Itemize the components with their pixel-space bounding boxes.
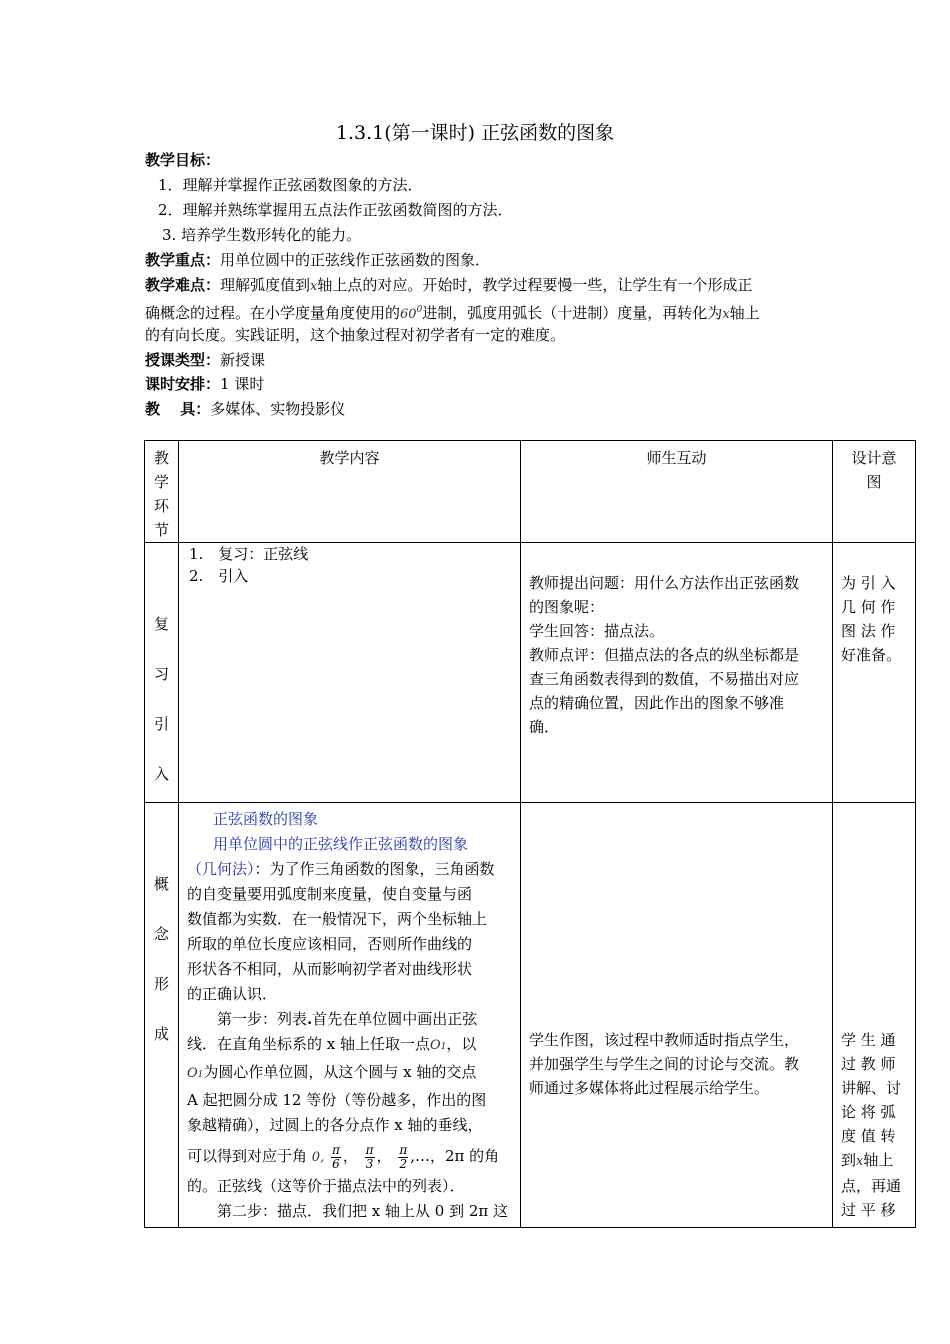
header-env-char: 环 — [153, 497, 169, 515]
difficulty-label: 教学难点： — [145, 276, 221, 294]
row2-content-line: 所取的单位长度应该相同，否则所作曲线的 — [187, 935, 473, 953]
step1-text: 首先在单位圆中画出正弦 — [312, 1010, 478, 1028]
step1-text: 可以得到对应于角 — [187, 1147, 308, 1165]
math-o1-sub: 1 — [197, 1070, 204, 1080]
lesson-table — [144, 440, 916, 1228]
math-o1: O — [430, 1038, 441, 1053]
header-content — [179, 441, 521, 543]
header-env-char: 节 — [153, 521, 169, 539]
header-interaction-label: 师生互动 — [646, 449, 707, 467]
tools-label: 教 具： — [145, 400, 211, 418]
difficulty-text-c: 确概念的过程。在小学度量角度使用的 — [145, 304, 401, 322]
schedule — [145, 374, 264, 394]
math-o1: O — [187, 1066, 198, 1081]
row1-interaction-line: 学生回答：描点法。 — [529, 622, 665, 640]
row1-interaction-line: 查三角函数表得到的数值，不易描出对应 — [529, 670, 800, 688]
key-point — [145, 250, 490, 270]
math-sixty: 60 — [400, 307, 417, 322]
row2-design-line: 过 平 移 — [841, 1201, 896, 1219]
difficulty-text-d: 进制，弧度用弧长（十进制）度量，再转化为 — [422, 304, 723, 322]
row2-interaction-line: 师通过多媒体将此过程展示给学生。 — [529, 1079, 770, 1097]
row2-design — [833, 803, 916, 1228]
row2-env-char: 成 — [153, 1025, 169, 1043]
row1-design — [833, 543, 916, 803]
frac-num: π — [331, 1142, 340, 1157]
row1-env-char: 习 — [153, 665, 169, 683]
lesson-type-label: 授课类型： — [145, 351, 221, 369]
header-env-char: 教 — [153, 449, 169, 467]
row1-design-line: 好准备。 — [841, 646, 902, 664]
row2-design-line — [841, 1148, 909, 1174]
key-point-label: 教学重点： — [145, 251, 221, 269]
row2-interaction-line: 并加强学生与学生之间的讨论与交流。教 — [529, 1055, 800, 1073]
frac-den: 6 — [332, 1156, 340, 1171]
schedule-value: 1 课时 — [220, 375, 265, 393]
design-text: 轴上 — [863, 1151, 894, 1169]
row2-content-line: 可以得到对应于角 0, $\frac{\pi}{6}$ ， $\frac{\pi}{3}$ ， $\frac{\pi}{2}$ ,…，2π 的角 — [187, 1142, 500, 1171]
row2-content-text: ：为了作三角函数的图象，三角函数 — [254, 860, 495, 878]
row2-content-line: 形状各不相同，从而影响初学者对曲线形状 — [187, 960, 473, 978]
difficulty-text-e: 轴上 — [729, 304, 760, 322]
lesson-type-value: 新授课 — [220, 351, 266, 369]
row2-env — [145, 803, 179, 1228]
math-o1-sub: 1 — [440, 1042, 447, 1052]
header-design — [833, 441, 916, 543]
header-interaction — [521, 441, 833, 543]
math-x: x — [310, 279, 318, 294]
row2-design-line: 过 教 师 — [841, 1055, 896, 1073]
row1-design-line: 图 法 作 — [841, 622, 896, 640]
row2-content-line — [187, 1032, 514, 1060]
row2-design-line: 论 将 弧 — [841, 1103, 896, 1121]
row2-content — [179, 803, 521, 1228]
row2-env-char: 形 — [153, 975, 169, 993]
goal-item-1: 1．理解并掌握作正弦函数图象的方法． — [158, 176, 423, 194]
row2-content-title: 正弦函数的图象 — [213, 810, 319, 828]
goals-label: 教学目标： — [145, 151, 221, 169]
header-env — [145, 441, 179, 543]
row2-design-line: 点，再通 — [841, 1177, 902, 1195]
row1-content-line: 2. 引入 — [189, 567, 249, 585]
row1-content — [179, 543, 521, 803]
goal-item-2: 2．理解并熟练掌握用五点法作正弦函数简图的方法． — [158, 201, 513, 219]
page-title: 1.3.1(第一课时) 正弦函数的图象 — [335, 122, 615, 144]
table-row — [145, 803, 916, 1228]
row2-content-line: 的自变量要用弧度制来度量，使自变量与函 — [187, 885, 473, 903]
key-point-text: 用单位圆中的正弦线作正弦函数的图象． — [220, 251, 491, 269]
header-design-line: 图 — [866, 473, 882, 491]
step1-text: ，以 — [446, 1035, 477, 1053]
frac-num: π — [399, 1142, 408, 1157]
tools — [145, 399, 345, 419]
fraction-pi-2 — [398, 1144, 408, 1171]
table-row — [145, 543, 916, 803]
frac-den: 2 — [399, 1156, 408, 1171]
fraction-pi-3 — [365, 1144, 375, 1171]
lesson-type — [145, 350, 265, 370]
row1-env-char: 复 — [153, 615, 169, 633]
row2-env-char: 概 — [153, 875, 169, 893]
row1-interaction — [521, 543, 833, 803]
row2-content-line: 象越精确），过圆上的各分点作 x 轴的垂线， — [187, 1116, 483, 1134]
difficulty-text-b: 轴上点的对应。开始时，教学过程要慢一些，让学生有一个形成正 — [317, 276, 753, 294]
tools-value: 多媒体、实物投影仪 — [210, 400, 346, 418]
row1-env-char: 入 — [153, 765, 169, 783]
row2-content-line — [187, 857, 514, 882]
schedule-label: 课时安排： — [145, 375, 221, 393]
step1-dot: . — [307, 1010, 313, 1028]
row2-env-char: 念 — [153, 925, 169, 943]
difficulty-text-a: 理解弧度值到 — [220, 276, 311, 294]
difficulty-line-2 — [145, 300, 760, 325]
step1-label: 第一步：列表 — [217, 1010, 308, 1028]
frac-num: π — [365, 1142, 374, 1157]
row1-interaction-line: 的图象呢： — [529, 598, 605, 616]
row1-interaction-line: 点的精确位置，因此作出的图象不够准 — [529, 694, 785, 712]
row2-content-line: A 起把圆分成 12 等份（等份越多，作出的图 — [187, 1091, 487, 1109]
row2-content-line: 的正确认识． — [187, 985, 278, 1003]
header-env-char: 学 — [153, 473, 169, 491]
row1-interaction-line: 教师点评：但描点法的各点的纵坐标都是 — [529, 646, 800, 664]
math-zero: 0, — [311, 1150, 325, 1165]
row2-interaction — [521, 803, 833, 1228]
fraction-pi-6 — [331, 1144, 341, 1171]
row2-interaction-line: 学生作图，该过程中教师适时指点学生， — [529, 1031, 800, 1049]
row1-design-line: 几 何 作 — [841, 598, 896, 616]
step1-text: ,…，2π 的角 — [410, 1147, 500, 1165]
design-text: 到 — [841, 1151, 857, 1169]
row1-interaction-line: 确． — [529, 718, 560, 736]
step1-text: 线．在直角坐标系的 x 轴上任取一点 — [187, 1035, 430, 1053]
row2-content-geometric: （几何法） — [187, 860, 255, 878]
row1-interaction-line: 教师提出问题：用什么方法作出正弦函数 — [529, 574, 800, 592]
row1-env-char: 引 — [153, 715, 169, 733]
math-x: x — [722, 307, 730, 322]
row2-content-line: 数值都为实数．在一般情况下，两个坐标轴上 — [187, 910, 488, 928]
row2-design-line: 度 值 转 — [841, 1127, 896, 1145]
row2-content-method: 用单位圆中的正弦线作正弦函数的图象 — [213, 835, 469, 853]
row2-content-line — [187, 1060, 514, 1088]
step1-text: 为圆心作单位圆，从这个圆与 x 轴的交点 — [203, 1063, 477, 1081]
header-design-line: 设计意 — [851, 449, 897, 467]
row1-content-line: 1. 复习：正弦线 — [189, 545, 309, 563]
row1-env — [145, 543, 179, 803]
difficulty-line-3: 的有向长度。实践证明，这个抽象过程对初学者有一定的难度。 — [145, 326, 566, 344]
row2-step1 — [187, 1007, 514, 1032]
goal-item-3: 3. 培养学生数形转化的能力。 — [162, 226, 362, 244]
header-content-label: 教学内容 — [319, 449, 380, 467]
math-degree: 0 — [416, 305, 423, 315]
table-header-row — [145, 441, 916, 543]
row2-step2: 第二步：描点．我们把 x 轴上从 0 到 2π 这 — [217, 1202, 509, 1220]
row1-design-line: 为 引 入 — [841, 574, 896, 592]
math-x: x — [856, 1154, 864, 1169]
row2-content-line: 的。正弦线（这等价于描点法中的列表）． — [187, 1177, 465, 1195]
row2-design-line: 学 生 通 — [841, 1031, 896, 1049]
row2-design-line: 讲解、讨 — [841, 1079, 902, 1097]
difficulty-line-1 — [145, 275, 752, 297]
frac-den: 3 — [365, 1156, 374, 1171]
